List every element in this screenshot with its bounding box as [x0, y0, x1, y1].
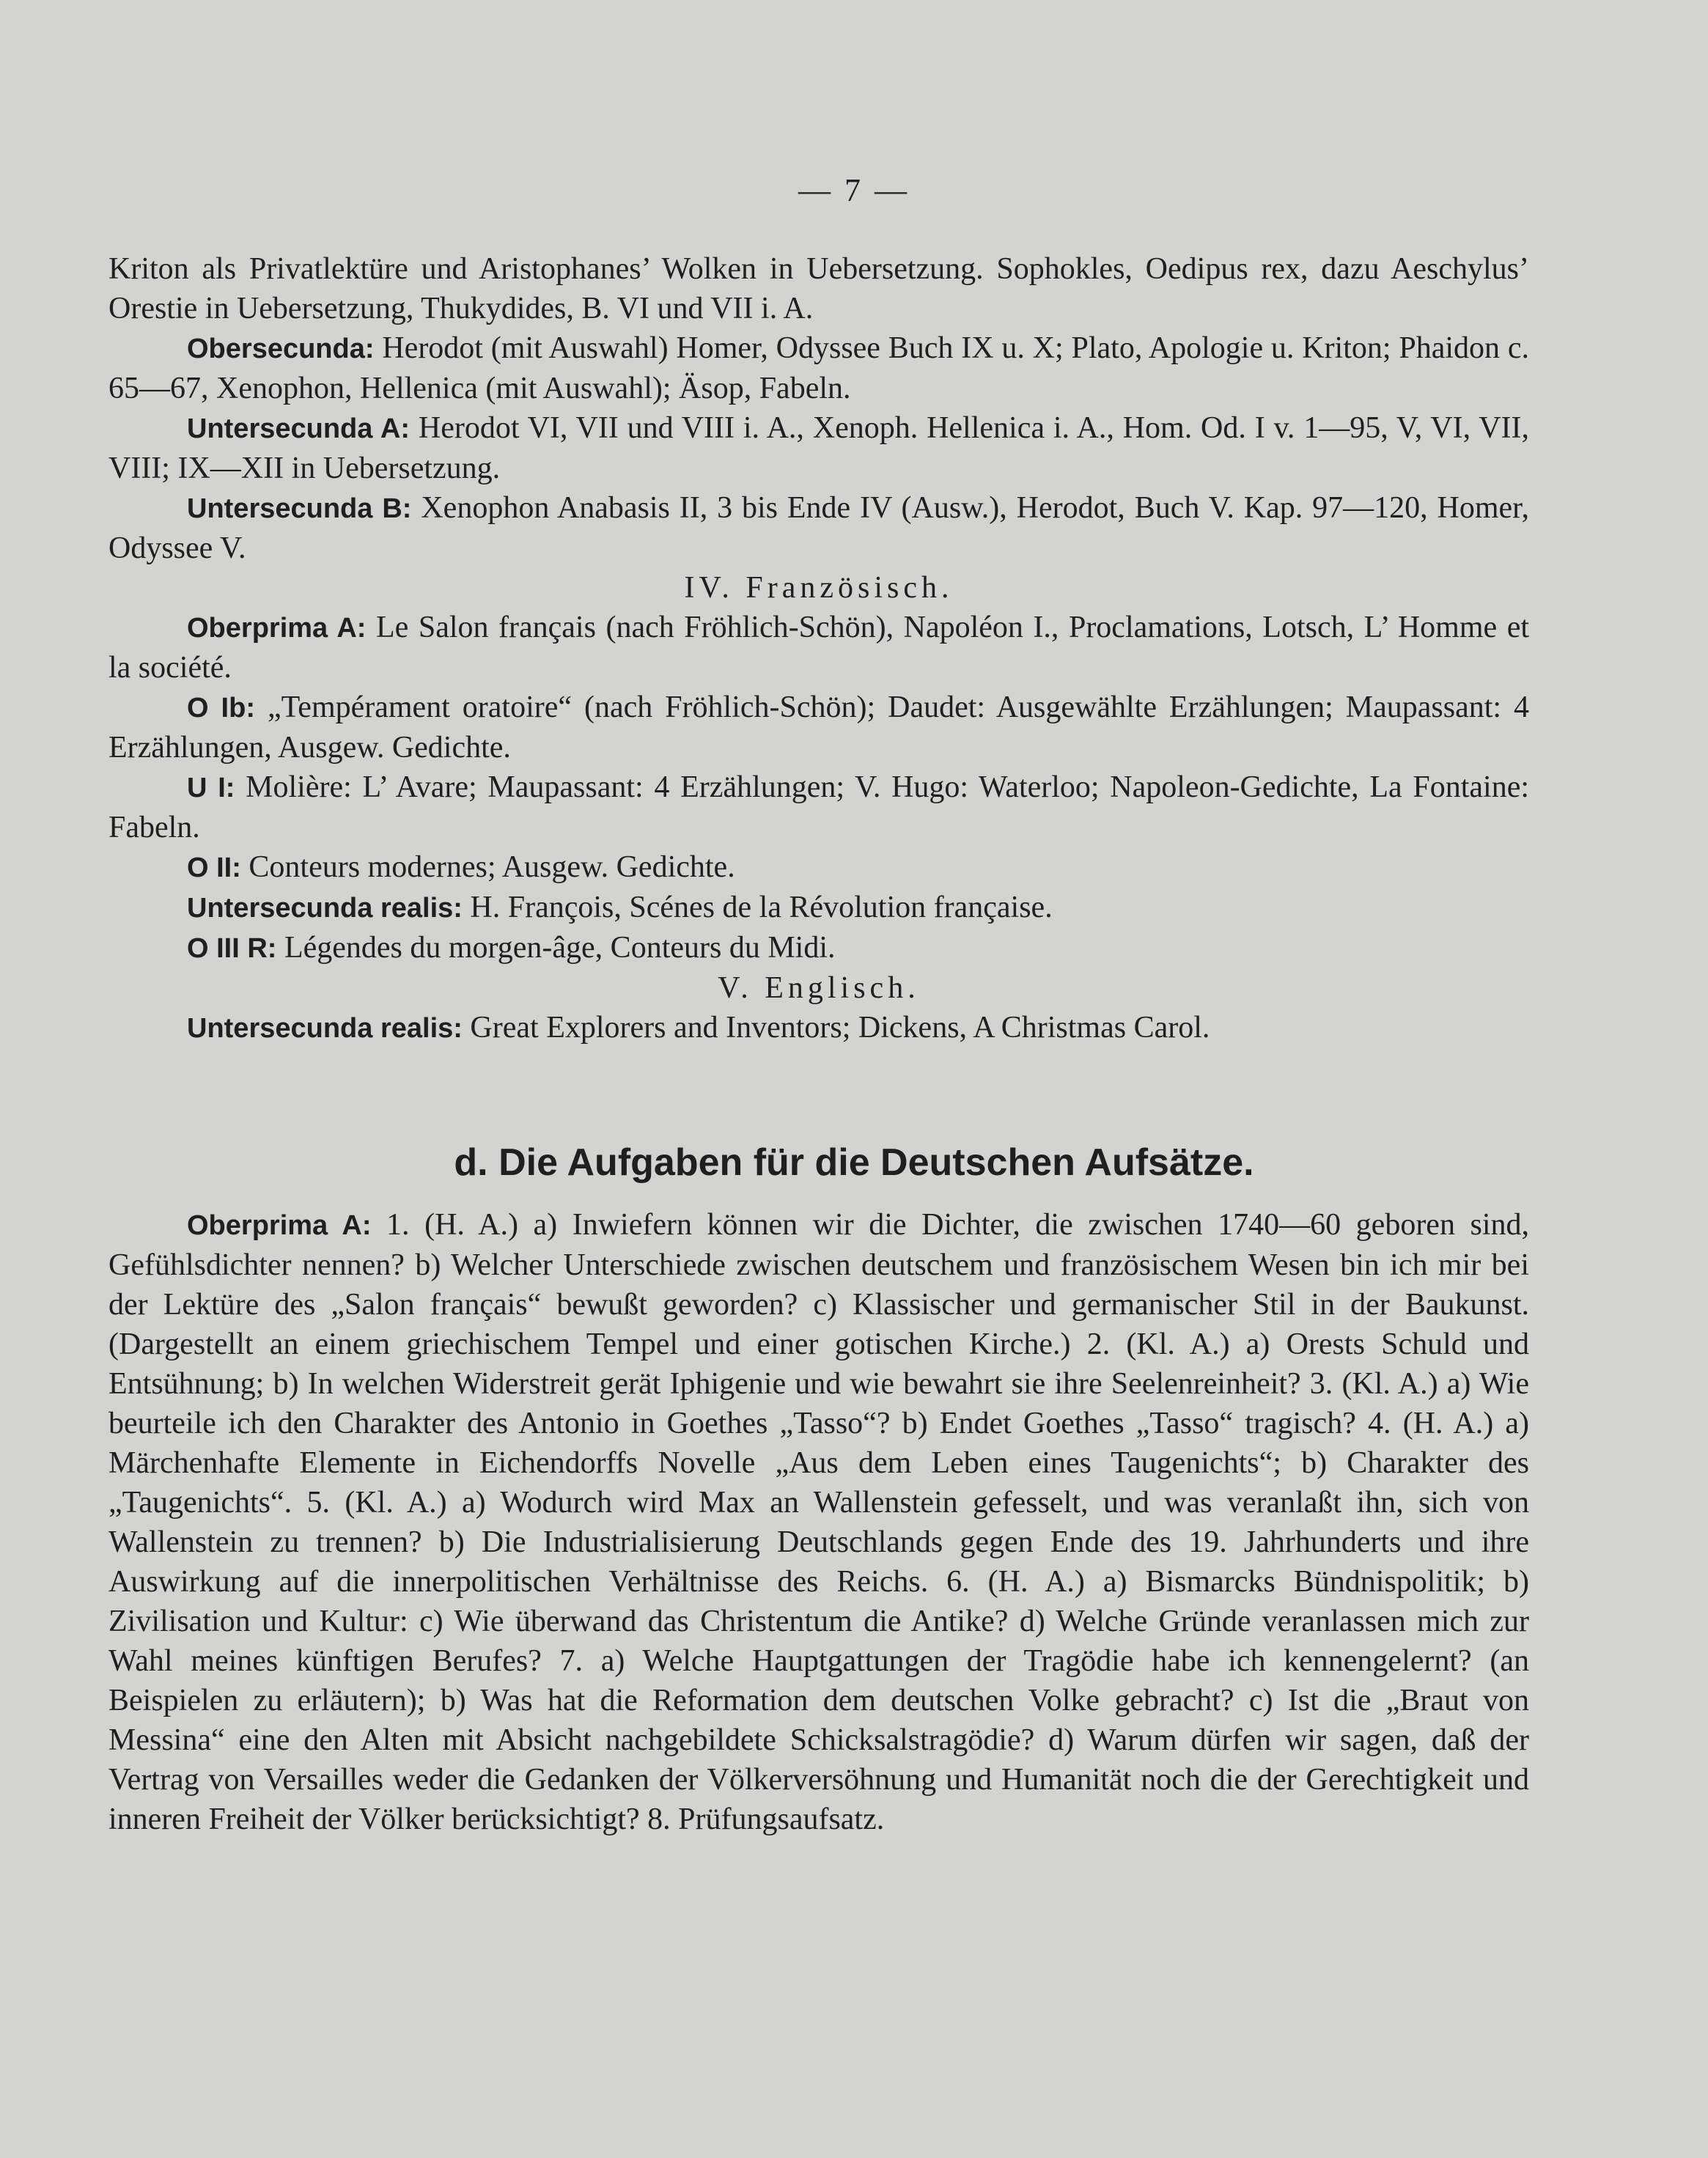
reading-list: [108, 249, 1529, 1048]
entry-label: U I:: [187, 773, 235, 803]
entry-label: Untersecunda B:: [187, 493, 412, 524]
entry-label: Untersecunda realis:: [187, 893, 463, 924]
entry-text: 1. (H. A.) a) Inwiefern können wir die Dichter, die zwischen 1740—60 geboren sind, Gefühlsdichter nennen? b) Welcher Unterschiede zwischen deutschem und französischem Wesen bin ich mir bei der Lektüre des „Salon français“ bewußt geworden? c) Klassischer und germanischer Stil in der Baukunst. (Dargestellt an einem griechischem Tempel und einer gotischen Kirche.) 2. (Kl. A.) a) Orests Schuld und Entsühnung; b) In welchen Widerstreit gerät Iphigenie und wie bewahrt sie ihre Seelenreinheit? 3. (Kl. A.) a) Wie beurteile ich den Charakter des Antonio in Goethes „Tasso“? b) Endet Goethes „Tasso“ tragisch? 4. (H. A.) a) Märchenhafte Elemente in Eichendorffs Novelle „Aus dem Leben eines Taugenichts“; b) Charakter des „Taugenichts“. 5. (Kl. A.) a) Wodurch wird Max an Wallenstein gefesselt, und was veranlaßt ihn, sich von Wallenstein zu trennen? b) Die Industrialisierung Deutschlands gegen Ende des 19. Jahrhunderts und ihre Auswirkung auf die innerpolitischen Verhältnisse des Reichs. 6. (H. A.) a) Bismarcks Bündnispolitik; b) Zivilisation und Kultur: c) Wie überwand das Christentum die Antike? d) Welche Gründe veranlassen mich zur Wahl meines künftigen Berufes? 7. a) Welche Hauptgattungen der Tragödie habe ich kennengelernt? (an Beispielen zu erläutern); b) Was hat die Reformation dem deutschen Volke gebracht? c) Ist die „Braut von Messina“ eine den Alten mit Absicht nachgebildete Schicksalstragödie? d) Warum dürfen wir sagen, daß der Vertrag von Versailles weder die Gedanken der Völkerversöhnung und Humanität noch die der Gerechtigkeit und inneren Freiheit der Völker berücksichtigt? 8. Prüfungsaufsatz.: [108, 1208, 1530, 1836]
entry-label: O Ib:: [187, 693, 255, 723]
entry-label: O III R:: [187, 933, 277, 964]
french-entry-o-iii-r: [108, 928, 1529, 968]
english-entry-untersecunda-realis: [108, 1008, 1529, 1048]
greek-entry-untersecunda-b: [108, 488, 1529, 568]
entry-label: Oberprima A:: [187, 613, 367, 644]
french-entry-u-i: [108, 767, 1529, 847]
entry-text: H. François, Scénes de la Révolution française.: [470, 891, 1053, 924]
entry-text: Molière: L’ Avare; Maupassant: 4 Erzählungen; V. Hugo: Waterloo; Napoleon-Gedichte, La Fontaine: Fabeln.: [108, 770, 1530, 844]
entry-text: Xenophon Anabasis II, 3 bis Ende IV (Ausw.), Herodot, Buch V. Kap. 97—120, Homer, Odyssee V.: [108, 491, 1529, 565]
entry-label: Untersecunda realis:: [187, 1013, 463, 1044]
essay-topics: [108, 1205, 1529, 1839]
french-entry-o-ii: [108, 847, 1529, 888]
greek-entry-untersecunda-a: [108, 408, 1529, 488]
essay-topics-paragraph: [108, 1205, 1529, 1839]
page-number: — 7 —: [798, 172, 910, 208]
section-d-heading: d. Die Aufgaben für die Deutschen Aufsätze.: [454, 1141, 1254, 1184]
french-heading: IV. Französisch.: [684, 571, 954, 605]
entry-text: „Tempérament oratoire“ (nach Fröhlich-Schön); Daudet: Ausgewählte Erzählungen; Maupassant: 4 Erzählungen, Ausgew. Gedichte.: [108, 691, 1529, 765]
entry-text: Légendes du morgen-âge, Conteurs du Midi.: [284, 931, 836, 965]
entry-label: Oberprima A:: [187, 1210, 372, 1241]
french-entry-oberprima-a: [108, 608, 1529, 688]
entry-text: Herodot (mit Auswahl) Homer, Odyssee Buch IX u. X; Plato, Apologie u. Kriton; Phaidon c. 65—67, Xenophon, Hellenica (mit Auswahl); Äsop, Fabeln.: [108, 331, 1530, 405]
entry-text: Conteurs modernes; Ausgew. Gedichte.: [249, 850, 735, 884]
entry-label: Obersecunda:: [187, 334, 375, 364]
entry-text: Great Explorers and Inventors; Dickens, A Christmas Carol.: [470, 1011, 1210, 1045]
french-entry-o-ib: [108, 688, 1529, 767]
french-entry-untersecunda-realis: [108, 888, 1529, 928]
entry-text: Le Salon français (nach Fröhlich-Schön), Napoléon I., Proclamations, Lotsch, L’ Homme et la société.: [108, 611, 1530, 685]
english-heading: V. Englisch.: [718, 971, 920, 1005]
greek-continuation: Kriton als Privatlektüre und Aristophanes’ Wolken in Uebersetzung. Sophokles, Oedipus rex, dazu Aeschylus’ Orestie in Uebersetzung, Thukydides, B. VI und VII i. A.: [108, 252, 1529, 325]
entry-text: Herodot VI, VII und VIII i. A., Xenoph. Hellenica i. A., Hom. Od. I v. 1—95, V, VI, VII, VIII; IX—XII in Uebersetzung.: [108, 411, 1530, 485]
entry-label: O II:: [187, 852, 241, 883]
entry-label: Untersecunda A:: [187, 413, 410, 444]
greek-entry-obersecunda: [108, 328, 1529, 408]
